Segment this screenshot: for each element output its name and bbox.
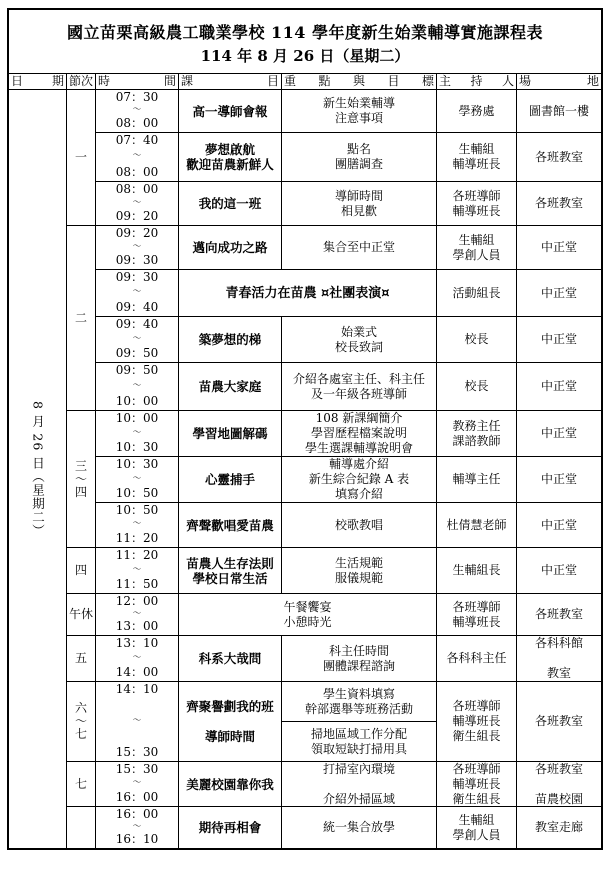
time-cell xyxy=(96,636,179,682)
time-cell xyxy=(96,90,179,133)
time-cell xyxy=(96,682,179,762)
venue-cell: 各班教室 xyxy=(517,682,601,762)
focus-cell: 集合至中正堂 xyxy=(282,226,437,270)
venue-cell: 中正堂 xyxy=(517,411,601,457)
venue-cell: 各班教室 xyxy=(517,594,601,636)
period-cell: 七 xyxy=(67,762,96,807)
end-time: 16：10 xyxy=(115,832,159,846)
time-cell xyxy=(96,270,179,317)
time-separator: ～ xyxy=(132,519,142,529)
host-cell: 生輔組 學創人員 xyxy=(437,807,517,848)
focus-cell: 學生資料填寫 幹部選舉等班務活動 xyxy=(282,682,437,722)
header-focus: 重 點 與 目 標 xyxy=(282,74,437,89)
course-cell: 科系大哉問 xyxy=(179,636,282,682)
time-cell xyxy=(96,182,179,226)
host-cell: 校長 xyxy=(437,317,517,363)
start-time: 07：40 xyxy=(115,133,159,147)
course-cell: 築夢想的梯 xyxy=(179,317,282,363)
start-time: 08：00 xyxy=(115,182,159,196)
time-separator: ～ xyxy=(132,564,142,575)
venue-cell: 中正堂 xyxy=(517,457,601,503)
focus-cell: 導師時間 相見歡 xyxy=(282,182,437,226)
course-cell: 午餐饗宴 小憩時光 xyxy=(179,594,437,636)
document-date-title: 114 年 8 月 26 日（星期二） xyxy=(200,47,410,65)
end-time: 11：50 xyxy=(115,577,159,591)
host-cell: 輔導主任 xyxy=(437,457,517,503)
start-time: 10：00 xyxy=(115,411,159,425)
course-cell: 苗農大家庭 xyxy=(179,363,282,411)
start-time: 09：50 xyxy=(115,363,159,377)
start-time: 13：10 xyxy=(115,636,159,650)
focus-cell: 打掃室內環境 介紹外掃區域 xyxy=(282,762,437,807)
time-separator: ～ xyxy=(132,652,142,663)
end-time: 10：30 xyxy=(115,440,159,454)
host-cell: 教務主任 課諮教師 xyxy=(437,411,517,457)
time-cell xyxy=(96,807,179,848)
start-time: 09：30 xyxy=(115,270,159,284)
venue-cell: 教室走廊 xyxy=(534,820,583,834)
course-cell: 我的這一班 xyxy=(179,182,282,226)
venue-cell: 中正堂 xyxy=(517,503,601,548)
end-time: 09：20 xyxy=(115,209,159,223)
start-time: 09：20 xyxy=(115,226,159,240)
time-cell xyxy=(96,503,179,548)
venue-cell: 各科科館 教室 xyxy=(517,636,601,682)
course-cell: 夢想啟航 歡迎苗農新鮮人 xyxy=(179,133,282,182)
focus-cell: 新生始業輔導 注意事項 xyxy=(282,90,437,133)
host-cell: 各科科主任 xyxy=(437,636,517,682)
start-time: 14：10 xyxy=(115,682,159,696)
focus-cell: 介紹各處室主任、科主任 及一年級各班導師 xyxy=(282,363,437,411)
date-cell: 8 月 26 日（星期二） xyxy=(9,90,67,848)
time-cell xyxy=(96,226,179,270)
course-cell: 青春活力在苗農 ¤社團表演¤ xyxy=(179,270,437,317)
focus-cell: 108 新課綱簡介 學習歷程檔案說明 學生選課輔導說明會 xyxy=(282,411,437,457)
focus-cell: 科主任時間 團體課程諮詢 xyxy=(282,636,437,682)
end-time: 08：00 xyxy=(115,116,159,130)
start-time: 16：00 xyxy=(115,807,159,821)
course-cell: 心靈捕手 xyxy=(179,457,282,503)
host-cell: 各班導師 輔導班長 xyxy=(437,182,517,226)
header-course: 課 目 xyxy=(179,74,282,89)
end-time: 09：40 xyxy=(115,300,159,314)
end-time: 09：50 xyxy=(115,346,159,360)
focus-cell: 生活規範 服儀規範 xyxy=(282,548,437,594)
time-cell xyxy=(96,762,179,807)
host-cell: 校長 xyxy=(437,363,517,411)
time-separator: ～ xyxy=(132,241,142,252)
end-time: 09：30 xyxy=(115,253,159,267)
time-cell xyxy=(96,457,179,503)
focus-cell: 輔導處介紹 新生綜合紀錄 A 表 填寫介紹 xyxy=(282,457,437,503)
end-time: 11：20 xyxy=(115,531,159,545)
host-cell: 學務處 xyxy=(437,90,517,133)
start-time: 10：30 xyxy=(115,457,159,471)
header-venue: 場 地 xyxy=(519,74,599,88)
host-cell: 活動組長 xyxy=(437,270,517,317)
header-date: 日 期 xyxy=(9,74,67,89)
course-cell: 齊聲歡唱愛苗農 xyxy=(179,503,282,548)
focus-cell: 統一集合放學 xyxy=(282,807,437,848)
course-cell: 苗農人生存法則 學校日常生活 xyxy=(179,548,282,594)
time-cell xyxy=(96,133,179,182)
venue-cell: 各班教室 xyxy=(517,133,601,182)
course-cell: 學習地圖解碼 xyxy=(179,411,282,457)
start-time: 12：00 xyxy=(115,594,159,608)
end-time: 14：00 xyxy=(115,665,159,679)
time-cell xyxy=(96,411,179,457)
time-separator: ～ xyxy=(132,778,142,788)
table-header xyxy=(9,73,601,90)
time-separator: ～ xyxy=(132,380,142,391)
end-time: 08：00 xyxy=(115,165,159,179)
time-separator: ～ xyxy=(132,821,142,832)
start-time: 11：20 xyxy=(115,548,159,562)
venue-cell: 中正堂 xyxy=(517,226,601,270)
time-separator: ～ xyxy=(132,105,142,115)
end-time: 15：30 xyxy=(115,745,159,759)
time-separator: ～ xyxy=(132,427,142,438)
venue-cell: 中正堂 xyxy=(517,363,601,411)
header-period: 節次 xyxy=(67,74,96,89)
period-cell: 二 xyxy=(67,226,96,411)
course-cell: 齊聚譽劃我的班 導師時間 xyxy=(179,682,282,762)
time-separator: ～ xyxy=(132,151,142,161)
focus-cell: 始業式 校長致詞 xyxy=(282,317,437,363)
schedule-page xyxy=(7,8,603,850)
start-time: 10：50 xyxy=(115,503,159,517)
venue-cell: 圖書館一樓 xyxy=(517,90,601,133)
host-cell: 生輔組長 xyxy=(437,548,517,594)
focus-cell: 校歌教唱 xyxy=(282,503,437,548)
course-cell: 期待再相會 xyxy=(179,807,282,848)
host-cell: 各班導師 輔導班長 衛生組長 xyxy=(437,682,517,762)
period-cell-empty xyxy=(67,807,96,848)
period-cell: 六 ～ 七 xyxy=(67,682,96,762)
host-cell: 各班導師 輔導班長 衛生組長 xyxy=(437,762,517,807)
time-separator: ～ xyxy=(132,287,142,297)
venue-cell: 中正堂 xyxy=(517,317,601,363)
period-cell: 五 xyxy=(67,636,96,682)
time-cell xyxy=(96,594,179,636)
period-cell: 午休 xyxy=(67,594,96,636)
time-separator: ～ xyxy=(132,473,142,484)
time-cell xyxy=(96,548,179,594)
host-cell: 各班導師 輔導班長 xyxy=(437,594,517,636)
start-time: 15：30 xyxy=(115,762,159,776)
time-cell xyxy=(96,363,179,411)
focus-cell: 點名 團膳調查 xyxy=(282,133,437,182)
end-time: 13：00 xyxy=(115,619,159,633)
venue-cell: 中正堂 xyxy=(517,548,601,594)
time-separator: ～ xyxy=(132,197,142,208)
time-cell xyxy=(96,317,179,363)
start-time: 07：30 xyxy=(115,90,159,104)
venue-cell: 中正堂 xyxy=(517,270,601,317)
course-cell: 高一導師會報 xyxy=(179,90,282,133)
document-title: 國立苗栗高級農工職業學校 114 學年度新生始業輔導實施課程表 xyxy=(66,23,544,42)
schedule-table xyxy=(9,90,601,848)
course-cell: 美麗校園靠你我 xyxy=(179,762,282,807)
venue-cell: 各班教室 苗農校園 xyxy=(517,762,601,807)
host-cell: 杜倩慧老師 xyxy=(437,503,517,548)
period-cell: 四 xyxy=(67,548,96,594)
venue-cell: 各班教室 xyxy=(517,182,601,226)
period-cell: 三 ～ 四 xyxy=(67,411,96,548)
period-cell: 一 xyxy=(67,90,96,226)
time-separator: ～ xyxy=(132,333,142,344)
end-time: 10：50 xyxy=(115,486,159,500)
focus-cell: 掃地區域工作分配 領取短缺打掃用具 xyxy=(282,722,437,762)
host-cell: 生輔組 輔導班長 xyxy=(437,133,517,182)
course-cell: 邁向成功之路 xyxy=(179,226,282,270)
header-time: 時 間 xyxy=(96,74,179,89)
end-time: 10：00 xyxy=(115,394,159,408)
time-separator: ～ xyxy=(132,715,142,726)
host-cell: 生輔組 學創人員 xyxy=(437,226,517,270)
time-separator: ～ xyxy=(132,608,142,619)
end-time: 16：00 xyxy=(115,790,159,804)
header-host: 主 持 人 xyxy=(437,74,517,89)
start-time: 09：40 xyxy=(115,317,159,331)
